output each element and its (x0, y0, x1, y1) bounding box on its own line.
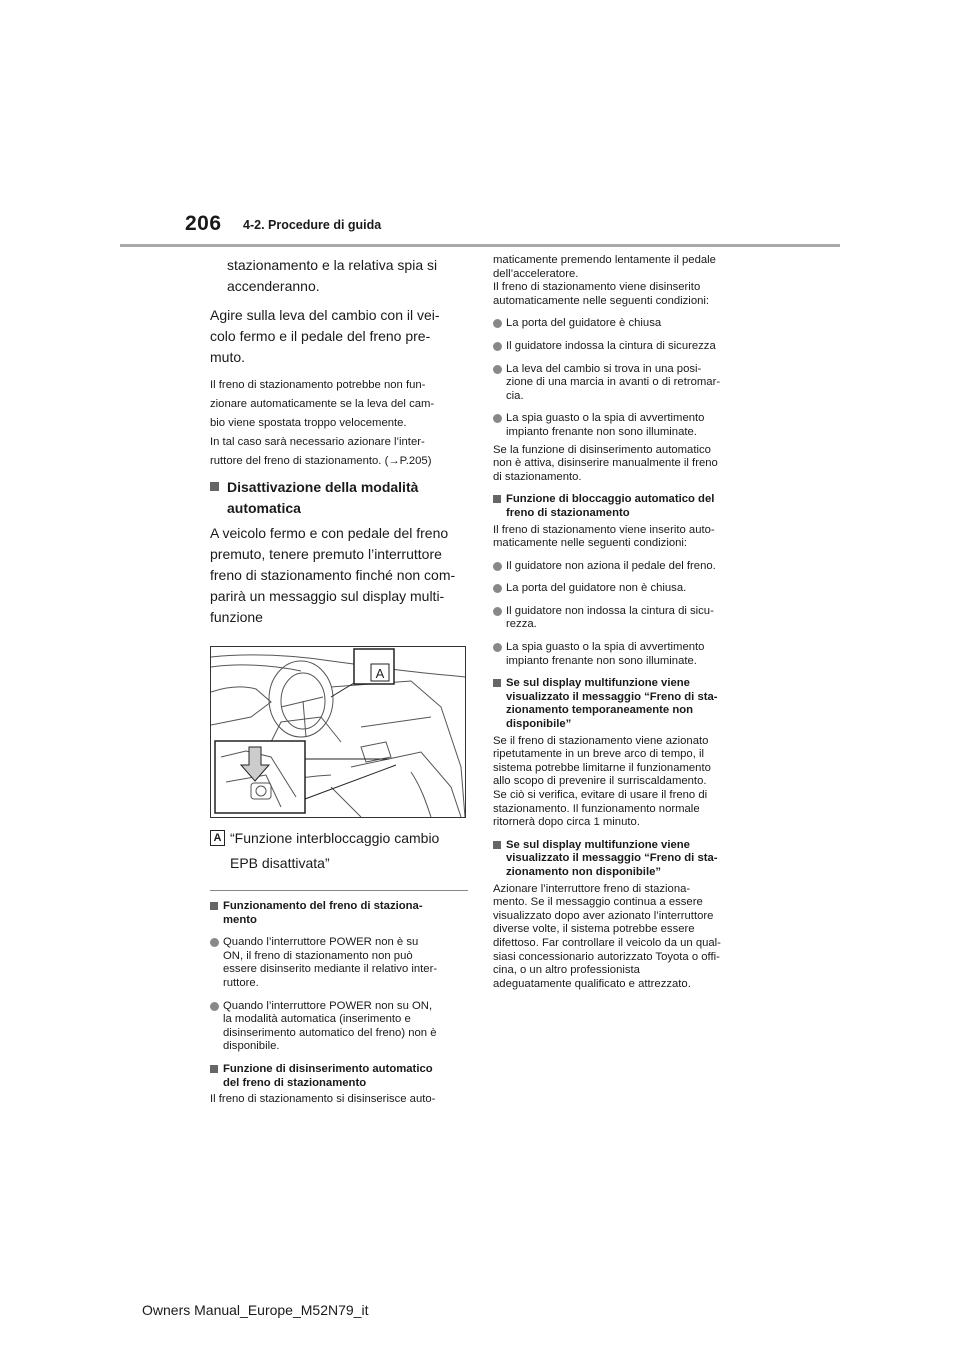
bullet-item (493, 412, 753, 439)
text-line: Se sul display multifunzione viene (506, 838, 690, 851)
text-line: freno di stazionamento (506, 506, 630, 519)
square-bullet-icon (493, 841, 501, 849)
note-heading (210, 900, 468, 927)
text-line: In tal caso sarà necessario azionare l’inter- (210, 436, 425, 448)
text-line: sistema potrebbe limitarne il funzionamento (493, 761, 711, 774)
bullet-dot-icon (493, 643, 502, 652)
section-heading (210, 477, 468, 519)
bullet-dot-icon (493, 562, 502, 571)
text-line: Se sul display multifunzione viene (506, 677, 690, 690)
text-line: cia. (506, 389, 524, 402)
note-heading (493, 839, 753, 880)
text-line: Funzionamento del freno di staziona- (223, 900, 423, 912)
text-line: “Funzione interbloccaggio cambio (230, 830, 440, 846)
bullet-item (210, 1000, 468, 1054)
text-line: Il freno di stazionamento si disinserisce auto- (210, 1093, 436, 1106)
right-column (493, 254, 753, 991)
left-paragraph-1 (210, 255, 468, 297)
text-line: disinserimento automatico del freno) non è (223, 1026, 437, 1039)
left-paragraph-3 (210, 376, 468, 471)
text-line: A veicolo fermo e con pedale del freno (210, 525, 449, 541)
text-line: Il freno di stazionamento viene inserito auto- (493, 523, 715, 536)
text-line: Quando l’interruttore POWER non su ON, (223, 999, 433, 1012)
text-line: Quando l’interruttore POWER non è su (223, 936, 419, 949)
bullet-dot-icon (493, 584, 502, 593)
right-paragraph-4 (493, 735, 753, 830)
text-line: non è attiva, disinserire manualmente il freno (493, 457, 718, 470)
text-line: zione di una marcia in avanti o di retromar- (506, 376, 721, 389)
text-line: disponibile. (223, 1040, 280, 1053)
bullet-item (493, 582, 753, 596)
text-line: ritornerà dopo circa 1 minuto. (493, 816, 640, 829)
text-line: stazionamento. Il funzionamento normale (493, 802, 700, 815)
text-line: la modalità automatica (inserimento e (223, 1013, 411, 1026)
text-line: La spia guasto o la spia di avvertimento (506, 412, 705, 425)
text-line: disponibile” (506, 718, 572, 731)
text-line: accenderanno. (227, 278, 320, 294)
square-bullet-icon (210, 902, 218, 910)
square-bullet-icon (210, 482, 219, 491)
text-line: impianto frenante non sono illuminate. (506, 425, 697, 438)
bullet-dot-icon (210, 1002, 219, 1011)
text-line: Il freno di stazionamento viene disinserito (493, 281, 701, 294)
left-paragraph-2 (210, 305, 468, 368)
text-line: Il guidatore non aziona il pedale del freno. (506, 559, 716, 572)
text-line: difettoso. Far controllare il veicolo da un qual- (493, 936, 721, 949)
text-line: colo fermo e il pedale del freno pre- (210, 328, 431, 344)
text-line: Il guidatore non indossa la cintura di sicu- (506, 604, 714, 617)
text-line: Se ciò si verifica, evitare di usare il freno di (493, 789, 708, 801)
bullet-item (493, 641, 753, 668)
text-line: adeguatamente qualificato e attrezzato. (493, 977, 691, 990)
notes-separator (210, 890, 468, 891)
page-number: 206 (185, 212, 222, 235)
bullet-item (493, 560, 753, 574)
text-line: stazionamento e la relativa spia si (227, 257, 438, 273)
text-line: muto. (210, 349, 246, 365)
left-column (210, 255, 468, 1107)
text-line: Agire sulla leva del cambio con il vei- (210, 307, 440, 323)
bullet-dot-icon (210, 938, 219, 947)
bullet-item (493, 317, 753, 331)
text-line: Funzione di disinserimento automatico (223, 1062, 433, 1075)
text-line: di stazionamento. (493, 470, 582, 483)
left-paragraph-4 (210, 523, 468, 628)
bullet-item (493, 605, 753, 632)
text-line: mento. Se il messaggio continua a essere (493, 896, 703, 909)
note-heading (493, 677, 753, 731)
footer-text: Owners Manual_Europe_M52N79_it (142, 1302, 369, 1318)
text-line: rezza. (506, 618, 537, 631)
bullet-item (493, 340, 753, 354)
text-line: cina, o un altro professionista (493, 964, 640, 977)
text-line: Funzione di bloccaggio automatico del (506, 493, 715, 506)
text-line: La leva del cambio si trova in una posi- (506, 362, 702, 375)
bullet-dot-icon (493, 414, 502, 423)
text-line: visualizzato il messaggio “Freno di sta- (506, 690, 718, 703)
text-line: ripetutamente in un breve arco di tempo, il (493, 748, 704, 761)
text-line: funzione (210, 609, 263, 625)
text-line: ON, il freno di stazionamento non può (223, 949, 413, 962)
bullet-dot-icon (493, 365, 502, 374)
text-line: Se il freno di stazionamento viene azionato (493, 734, 709, 747)
square-bullet-icon (493, 679, 501, 687)
text-line: zionare automaticamente se la leva del cam- (210, 398, 435, 410)
right-paragraph-1 (493, 254, 753, 308)
text-line: ruttore. (223, 976, 259, 989)
text-line: impianto frenante non sono illuminate. (506, 654, 697, 667)
text-line: La porta del guidatore non è chiusa. (506, 582, 687, 595)
header-rule (120, 244, 840, 247)
text-line: zionamento temporaneamente non (506, 704, 694, 717)
text-line: bio viene spostata troppo velocemente. (210, 417, 407, 429)
text-line: del freno di stazionamento (223, 1076, 367, 1089)
bullet-item (493, 363, 753, 404)
text-line: visualizzato dopo aver azionato l’interruttore (493, 909, 714, 922)
text-line: EPB disattivata” (230, 855, 330, 871)
text-line: Se la funzione di disinserimento automatico (493, 443, 711, 456)
right-paragraph-3 (493, 524, 753, 551)
text-line: siasi concessionario autorizzato Toyota o offi- (493, 950, 720, 963)
bullet-item (210, 936, 468, 990)
note-heading (493, 493, 753, 520)
bullet-dot-icon (493, 342, 502, 351)
text-line: freno di stazionamento finché non com- (210, 567, 456, 583)
text-line: La spia guasto o la spia di avvertimento (506, 641, 705, 654)
text-line: Disattivazione della modalità (227, 479, 419, 495)
text-line: La porta del guidatore è chiusa (506, 317, 662, 330)
bullet-dot-icon (493, 607, 502, 616)
text-line: Il guidatore indossa la cintura di sicurezza (506, 339, 716, 352)
square-bullet-icon (210, 1065, 218, 1073)
text-line: automatica (227, 500, 301, 516)
text-line: ruttore del freno di stazionamento. (→P.205) (210, 455, 432, 467)
text-line: mento (223, 913, 257, 926)
cockpit-illustration (211, 647, 465, 817)
text-line: zionamento non disponibile” (506, 865, 662, 878)
text-line: parirà un messaggio sul display multi- (210, 588, 445, 604)
text-line: Il freno di stazionamento potrebbe non fun- (210, 379, 426, 391)
section-title: 4-2. Procedure di guida (243, 218, 382, 232)
text-line: premuto, tenere premuto l’interruttore (210, 546, 442, 562)
text-line: diverse volte, il sistema potrebbe essere (493, 923, 695, 936)
text-line: maticamente nelle seguenti condizioni: (493, 537, 688, 550)
figure-label-A: A (375, 666, 385, 681)
caption-label-box: A (210, 830, 225, 846)
text-line: visualizzato il messaggio “Freno di sta- (506, 852, 718, 865)
text-line: essere disinserito mediante il relativo inter- (223, 963, 438, 976)
text-line: allo scopo di prevenire il surriscaldamento. (493, 775, 707, 788)
text-line: maticamente premendo lentamente il pedale (493, 254, 716, 266)
text-line: Azionare l’interruttore freno di staziona- (493, 882, 691, 895)
text-line: automaticamente nelle seguenti condizioni: (493, 294, 710, 307)
right-paragraph-5 (493, 883, 753, 992)
right-paragraph-2 (493, 444, 753, 485)
bullet-dot-icon (493, 319, 502, 328)
illustration-parking-brake-switch (210, 646, 466, 818)
text-line: dell’acceleratore. (493, 267, 579, 280)
note-heading (210, 1063, 468, 1090)
figure-caption (210, 826, 468, 876)
square-bullet-icon (493, 495, 501, 503)
